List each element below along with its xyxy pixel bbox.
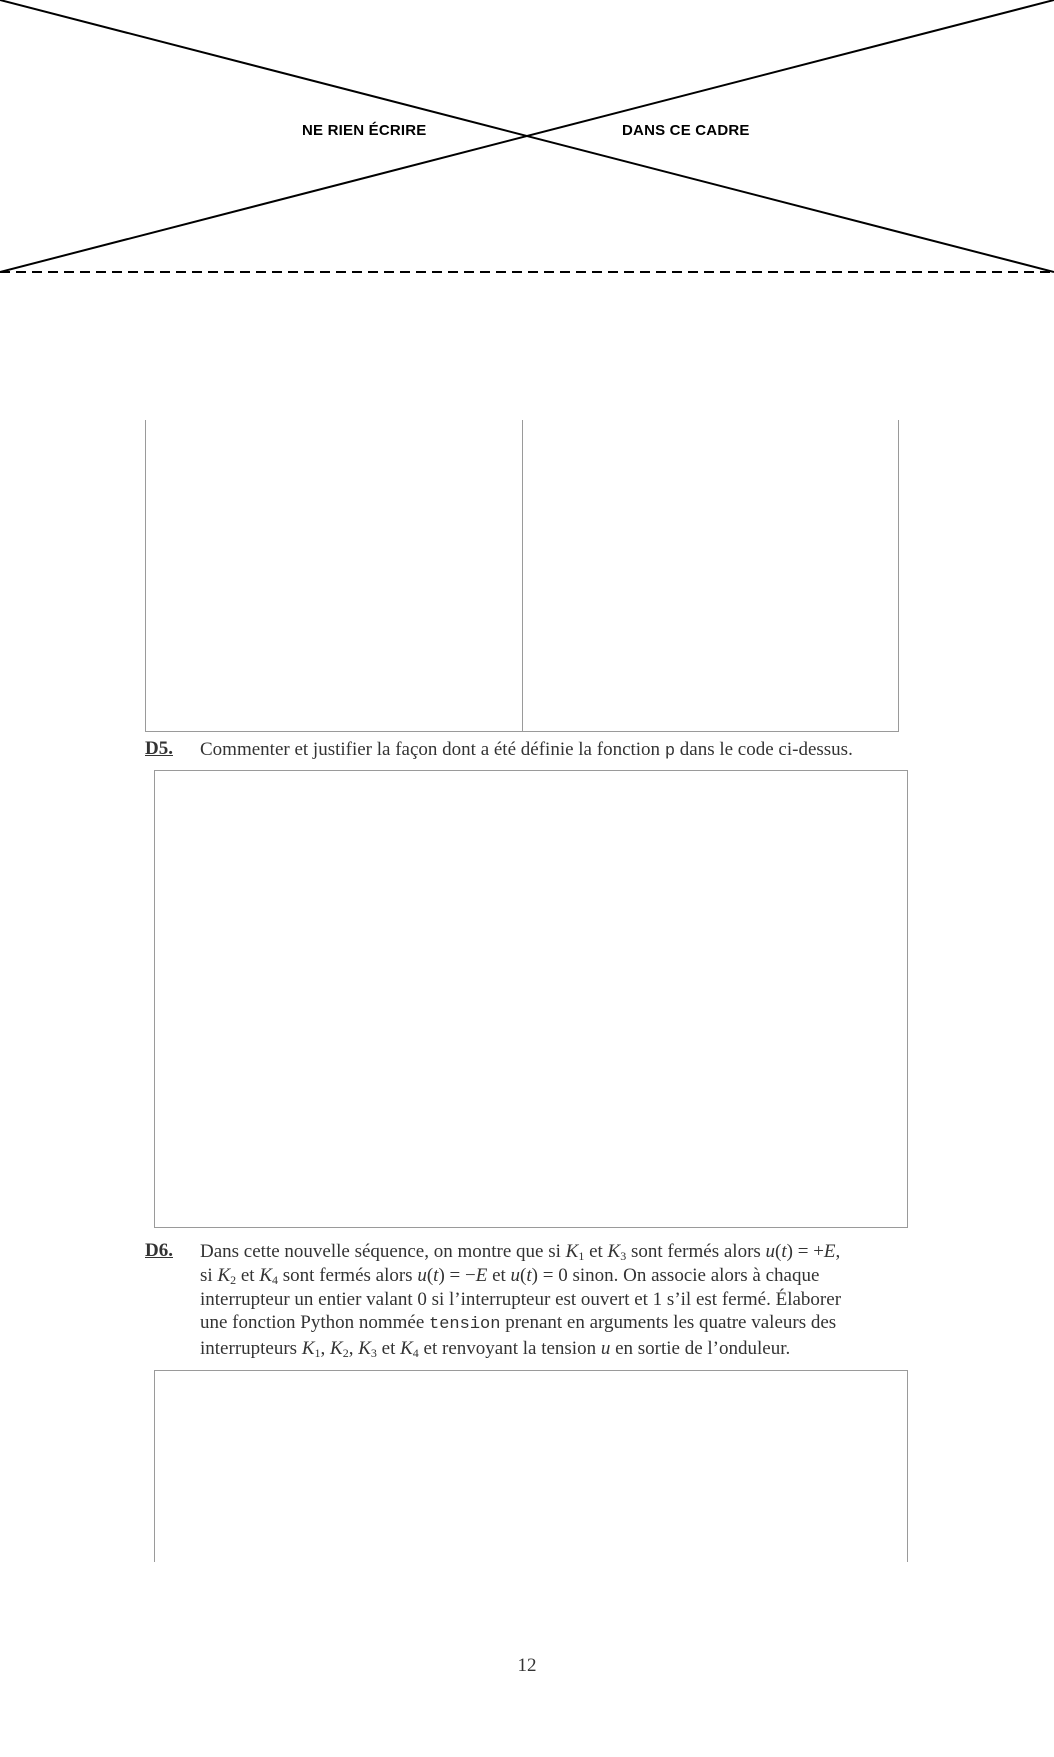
question-text-d5: [200, 738, 853, 764]
no-write-zone-cross: [0, 0, 1054, 280]
answer-box-d5[interactable]: [154, 770, 908, 1228]
d5-text-before: Commenter et justifier la façon dont a été définie la fonction: [200, 739, 665, 760]
no-write-label-right: DANS CE CADRE: [622, 122, 750, 139]
no-write-label-left: NE RIEN ÉCRIRE: [302, 122, 427, 139]
answer-area-continued-left[interactable]: [145, 420, 523, 732]
d6-line-2: si $K_2$ et $K_4$ sont fermés alors u(t) = −E et u(t) = 0 sinon. On associe alors à chaque: [200, 1264, 820, 1287]
d6-line-3: interrupteur un entier valant 0 si l’interrupteur est ouvert et 1 s’il est fermé. Élaborer: [200, 1288, 842, 1310]
answer-area-continued-right[interactable]: [521, 420, 899, 732]
question-number-d6: D6.: [145, 1240, 173, 1261]
page-number: 12: [517, 1655, 537, 1676]
d5-text-after: dans le code ci-dessus.: [675, 739, 853, 760]
question-number-d5: D5.: [145, 738, 173, 759]
d6-line-4: une fonction Python nommée tension prenant en arguments les quatre valeurs des: [200, 1312, 837, 1335]
answer-box-d6[interactable]: [154, 1370, 908, 1562]
d6-line-5: interrupteurs $K_1$, $K_2$, $K_3$ et $K_4$ et renvoyant la tension u en sortie de l’onduleur.: [200, 1338, 791, 1361]
d5-code-p: p: [664, 742, 676, 761]
question-text-d6: [200, 1240, 841, 1361]
d6-line-1: Dans cette nouvelle séquence, on montre que si $K_1$ et $K_3$ sont fermés alors u(t) = +E,: [200, 1241, 841, 1263]
d6-code-tension: tension: [429, 1315, 501, 1335]
